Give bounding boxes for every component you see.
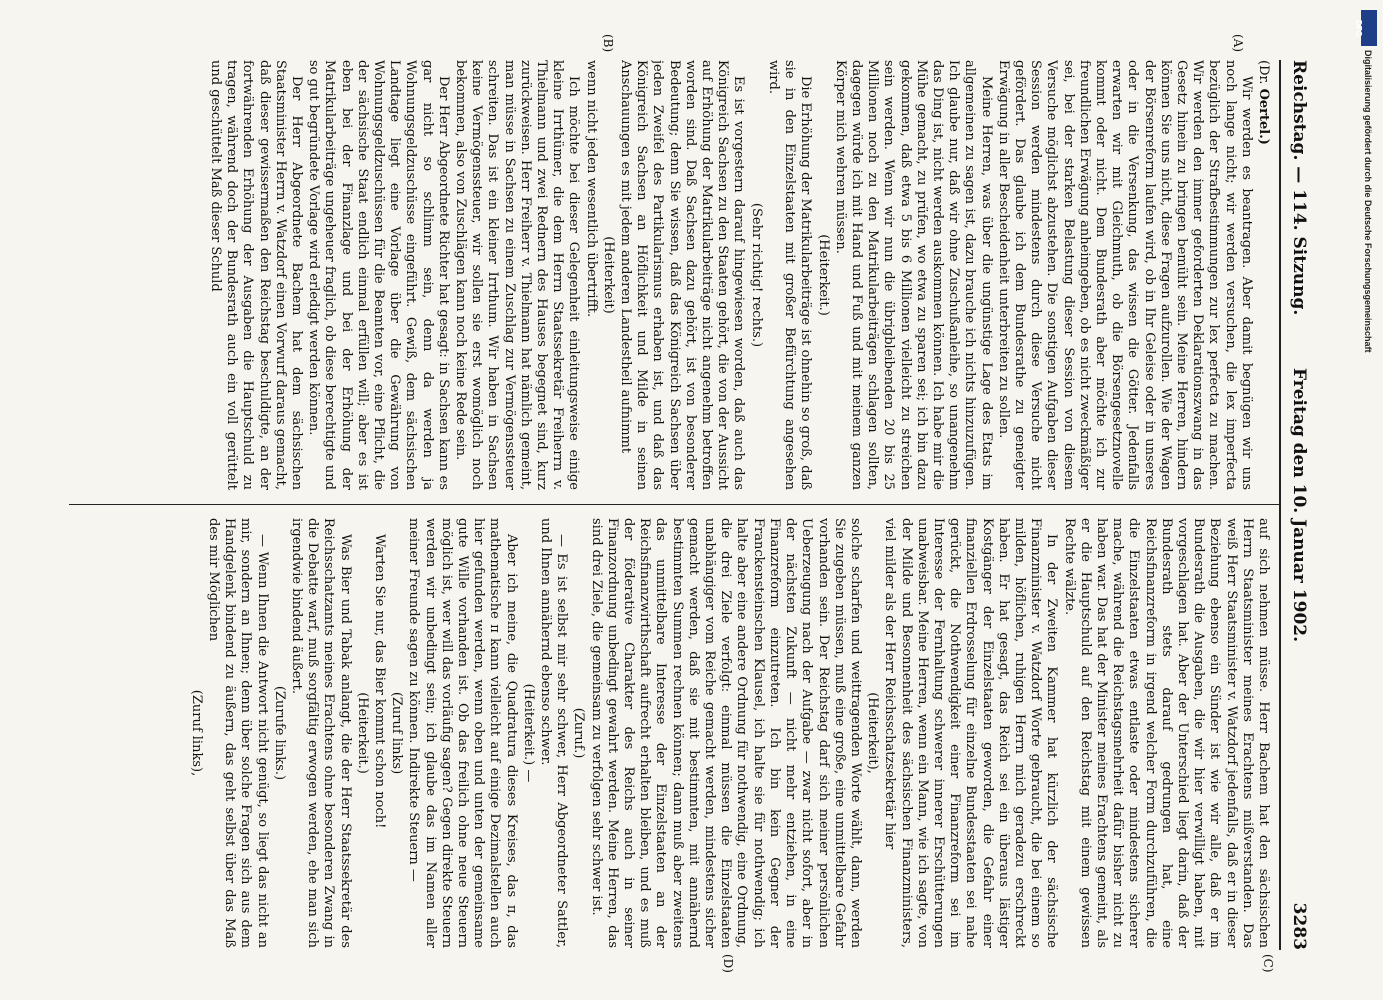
interjection: (Zuruf.)	[571, 707, 587, 759]
speaker-line	[1255, 60, 1271, 490]
right-column	[71, 518, 1271, 948]
margin-marker-a: (A)	[1231, 34, 1245, 53]
paragraph: Es ist vorgestern darauf hingewiesen worden, daß auch das Königreich Sachsen zu den Staaten gehört, die von der Aussicht auf Erhöhung der Matrikularbeiträge nicht angenehm betroffen worden sind. Daß Sachsen dazu gehört, ist von besonderer Bedeutung; denn Sie wissen, daß das Königreich Sachsen über jeden Zweifel des Partikularismus erhaben ist, und daß das Königreich Sachsen an Höflichkeit und Milde in seinen Anschauungen es mit jedem anderen Landestheil aufnimmt	[618, 60, 747, 490]
interjection: (Heiterkeit)	[600, 236, 616, 314]
header-date: Freitag den 10. Januar 1902.	[1289, 367, 1309, 643]
speaker-name: Oertel.)	[1256, 88, 1271, 145]
interjection: (Heiterkeit.)	[815, 234, 831, 316]
paragraph: auf sich nehmen müsse. Herr Bachem hat den sächsischen Herrn Staatsminister meines Erachtens mißverstanden. Das weiß Herr Staatsminister v. Watzdorf jedenfalls, daß er in dieser Beziehung ebenso ein Sünder ist wie wir alle, daß er im Bundesrath die Ausgaben, die wir hier verwilligt haben, mit vorgeschlagen hat. Aber der Unterschied liegt darin, daß der Bundesrath stets darauf gedrungen hat, eine Reichsfinanzreform in irgend welcher Form durchzuführen, die die Einzelstaaten etwas entlaste oder mindestens sicherer mache, während die Reichstagsmehrheit dafür bisher nicht zu haben war. Das hat der Minister meines Erachtens gemeint, als er die Hauptschuld auf den Reichstag mit einem gewissen Rechte wälzte.	[1061, 518, 1271, 948]
paragraph: Was Bier und Tabak anlangt, die der Herr Staatssekretär des Reichsschatzamts meines Erachtens ohne besonderen Zwang in die Debatte warf, muß sorgfältig erwogen werden, ehe man sich irgendwie bindend äußert.	[289, 518, 353, 948]
paragraph: Ich möchte bei dieser Gelegenheit einleitungsweise einige kleine Irrthümer, die dem Herrn Staatssekretär Freiherrn v. Thielmann und zwei Rednern des Hauses begegnet sind, kurz zurückweisen. Herr Freiherr v. Thielmann hat nämlich gemeint, man müsse in Sachsen zu einem Zuschlag zur Vermögenssteuer schreiten. Das ist ein kleiner Irrthum. Wir haben in Sachsen keine Vermögenssteuer, wir sollen sie erst womöglich noch bekommen, also von Zuschlägen kann noch keine Rede sein.	[453, 60, 582, 490]
paragraph: Warten Sie nur, das Bier kommt schon noch!	[372, 534, 388, 829]
speaker-prefix: (Dr.	[1256, 60, 1271, 85]
interjection: (Zurufe links.)	[271, 685, 287, 781]
page-header	[1281, 60, 1315, 950]
interjection: (Sehr richtig! rechts.)	[748, 202, 764, 348]
paragraph: In der Zweiten Kammer hat kürzlich der sächsische Finanzminister v. Watzdorf Worte gebraucht, die bei einem so milden, höflichen, ruhigen Herrn mich geradezu erschreckt haben. Er hat gesagt, das Reich sei ein überaus lästiger Kostgänger der Einzelstaaten geworden, die Gefahr einer finanziellen Erdrosselung für einzelne Bundesstaaten sei nahe gerückt, die Nothwendigkeit einer Finanzreform sei im Interesse der Fernhaltung schwerer innerer Erschütterungen unabweisbar. Meine Herren, wenn ein Mann, wie ich sagte, von der Milde und Besonnenheit des sächsischen Finanzministers, viel milder als der Herr Reichsschatzsekretär hier	[882, 518, 1060, 948]
interjection: (Zuruf links)	[389, 691, 405, 775]
page-number: 3283	[1289, 902, 1309, 950]
paragraph: solche scharfen und weittragenden Worte wählt, dann, werden Sie zugeben müssen, muß eine große, eine unmittelbare Gefahr vorhanden sein. Der Reichstag darf sich meiner persönlichen Ueberzeugung nach der Aufgabe — zwar nicht sofort, aber in der nächsten Zukunft — nicht mehr entziehen, in eine Finanzreform einzutreten. Ich bin kein Gegner der Franckensteinschen Klausel, ich halte sie für nothwendig; ich halte aber eine andere Ordnung für nothwendig, eine Ordnung, die drei Ziele verfolgt: einmal müssen die Einzelstaaten unabhängiger vom Reiche gemacht werden, mindestens sicher gemacht werden, daß sie mit bestimmten, mit annähernd bestimmten Summen rechnen können; dann muß aber zweitens das unmittelbare Interesse der Einzelstaaten an der Reichsfinanzwirthschaft aufrecht erhalten bleiben, und es muß der föderative Charakter des Reichs auch in seiner Finanzordnung unbedingt gewahrt werden. Meine Herren, das sind drei Ziele, die gemeinsam zu verfolgen sehr schwer ist.	[588, 518, 863, 948]
margin-marker-b: (B)	[601, 34, 615, 53]
paragraph: Die Erhöhung der Matrikularbeiträge ist ohnehin so groß, daß sie in den Einzelstaaten mit großer Befürchtung angesehen wird.	[765, 60, 814, 490]
header-left: Reichstag. — 114. Sitzung.	[1289, 60, 1309, 316]
interjection: (Heiterkeit.) —	[520, 683, 536, 783]
column-divider	[69, 504, 1279, 505]
header-rule	[1279, 60, 1281, 950]
paragraph: Meine Herren, was über die ungünstige Lage des Etats im allgemeinen zu sagen ist, dazu brauche ich nichts hinzuzufügen. Ich glaube nur, daß wir ohne Zuschußanleihe, so unangenehm das Ding ist, nicht werden auskommen können. Ich habe mir die Mühe gemacht, zu prüfen, wo etwa zu sparen sei; ich bin dazu gekommen, daß etwa 5 bis 6 Millionen vielleicht zu streichen sein werden. Wenn wir nun die übrigbleibenden 20 bis 25 Millionen noch zu den Matrikularbeiträgen schlagen sollten, dagegen würde ich mit Hand und Fuß und mit meinem ganzen Körper mich wehren müssen.	[832, 60, 994, 490]
paragraph: Wir werden es beantragen. Aber damit begnügen wir uns noch lange nicht; wir werden versuchen, die lex imperfecta bezüglich der Strafbestimmungen zur lex perfecta zu machen. Wir werden den immer geforderten Deklarationszwang in das Gesetz hinein zu bringen bemüht sein. Meine Herren, hindern können Sie uns nicht, diese Fragen aufzurollen. Wie der Wagen der Börsenreform laufen wird, ob in Ihr Geleise oder in unseres oder in die Versenkung, das wissen die Götter. Jedenfalls erwarten wir mit Gleichmuth, ob die Börsengesetznovelle kommt oder nicht. Dem Bundesrath aber möchte ich zur freundlichen Erwägung anheimgeben, ob es nicht zweckmäßiger sei, bei der starken Belastung dieser Session von diesem Versuche möglichst abzustehen. Die sonstigen Aufgaben dieser Session werden mindestens durch diese Versuche nicht gefördert. Das glaube ich dem Bundesrathe zu geneigter Erwägung in aller Bescheidenheit unterbreiten zu sollen.	[995, 60, 1254, 490]
paragraph: — Wenn Ihnen die Antwort nicht genügt, so liegt das nicht an mir, sondern an Ihnen; denn über solche Fragen sich aus dem Handgelenk bindend zu äußern, das geht selbst über das Maß des mir Möglichen	[206, 518, 270, 948]
document-page	[55, 34, 1315, 973]
paragraph: Aber ich meine, die Quadratura dieses Kreises, das π, das mathematische π kann vielleicht auf einige Dezimalstellen auch hier gefunden werden, wenn oben und unten der gemeinsame gute Wille vorhanden ist. Ob das freilich ohne neue Steuern möglich ist, wer will das vorläufig sagen? Gegen direkte Steuern werden wir unbedingt sein; ich glaube das im Namen aller meiner Freunde sagen zu können. Indirekte Steuern —	[406, 518, 519, 948]
margin-marker-c: (C)	[1261, 954, 1275, 973]
paragraph: Der Herr Abgeordnete Richter hat gesagt: in Sachsen kann es gar nicht so schlimm sein, denn da werden ja Wohnungsgeldzuschüsse eingeführt. Gewiß, dem sächsischen Landtage liegt eine Vorlage über die Gewährung von Wohnungsgeldzuschüssen für die Beamten vor, eine Pflicht, die der sächsische Staat endlich einmal erfüllen will; aber es ist eben bei der Finanzlage und bei der Erhöhung der Matrikularbeiträge ungeheuer fraglich, ob diese berechtigte und so gut begründete Vorlage wird erledigt werden können.	[306, 60, 451, 490]
paragraph: Der Herr Abgeordnete Bachem hat dem sächsischen Staatsminister Herrn v. Watzdorf einen Vorwurf daraus gemacht, daß dieser gewissermaßen den Reichstag beschuldigte, an der fortwährenden Erhöhung der Ausgaben die Hauptschuld zu tragen, während doch der Bundesrath auch ein voll gerüttelt und geschüttelt Maß dieser Schuld	[208, 60, 305, 490]
margin-marker-d: (D)	[721, 954, 735, 973]
digitization-credit: Digitalisierung gefördert durch die Deutsche Forschungsgemeinschaft	[1363, 50, 1373, 353]
paragraph: — Es ist selbst mir sehr schwer, Herr Abgeordneter Sattler, und Ihnen annähernd ebenso schwer.	[538, 518, 570, 948]
interjection: (Heiterkeit),	[865, 692, 881, 774]
left-column	[71, 60, 1271, 490]
interjection: (Zuruf links),	[188, 689, 204, 777]
dfg-logo: DFG	[1361, 10, 1377, 46]
interjection: (Heiterkeit.)	[354, 692, 370, 774]
digitization-sidebar	[1354, 10, 1377, 990]
paragraph: wenn nicht jeden wesentlich übertrifft.	[583, 60, 599, 318]
